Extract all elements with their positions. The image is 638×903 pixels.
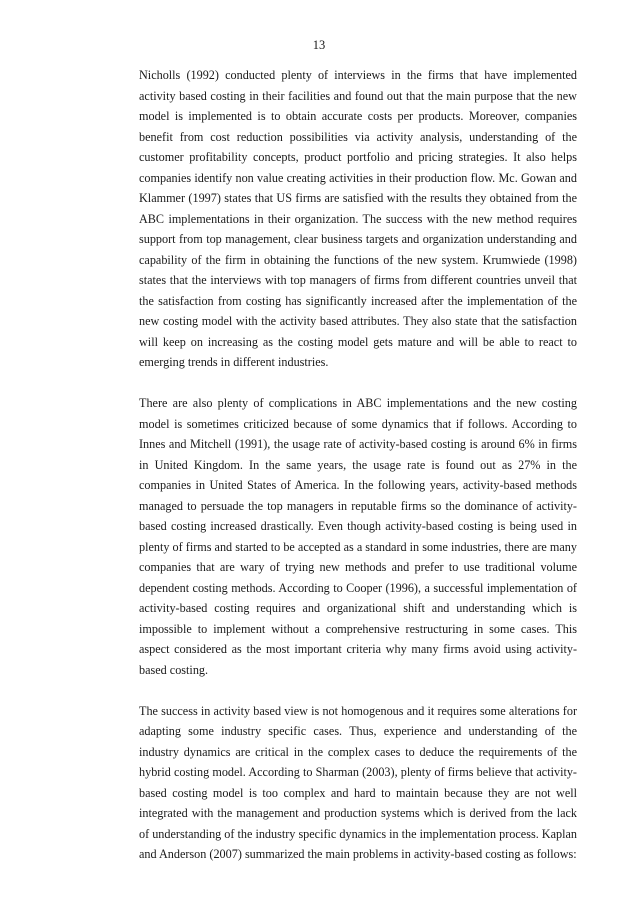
page-number: 13 <box>312 38 326 52</box>
paragraph-3: The success in activity based view is not homogenous and it requires some alterations for adapting some industry specific cases. Thus, experience and understanding of the industry dynamics are critical in the complex cases to deduce the requirements of the hybrid costing model. According to Sharman (2003), plenty of firms believe that activity-based costing model is too complex and hard to maintain because they are not well integrated with the management and production systems which is derived from the lack of understanding of the industry specific dynamics in the implementation process. Kaplan and Anderson (2007) summarized the main problems in activity-based costing as follows: <box>139 703 577 861</box>
body-text <box>139 65 577 885</box>
paragraph-2: There are also plenty of complications in ABC implementations and the new costing model is sometimes criticized because of some dynamics that if follows. According to Innes and Mitchell (1991), the usage rate of activity-based costing is around 6% in firms in United Kingdom. In the same years, the usage rate is found out as 27% in the companies in United States of America. In the following years, activity-based methods managed to persuade the top managers in reputable firms so the dominance of activity-based costing increased drastically. Even though activity-based costing is being used in plenty of firms and started to be accepted as a standard in some industries, there are many companies that are wary of trying new methods and prefer to use traditional volume dependent costing methods. According to Cooper (1996), a successful implementation of activity-based costing requires and organizational shift and understanding which is impossible to implement without a comprehensive restructuring in some cases. This aspect considered as the most important criteria why many firms avoid using activity-based costing. <box>139 396 577 677</box>
paragraph-1: Nicholls (1992) conducted plenty of interviews in the firms that have implemented activity based costing in their facilities and found out that the main purpose that the new model is implemented is to obtain accurate costs per products. Moreover, companies benefit from cost reduction possibilities via activity analysis, understanding of the customer profitability concepts, product portfolio and pricing strategies. It also helps companies identify non value creating activities in their production flow. Mc. Gowan and Klammer (1997) states that US firms are satisfied with the results they obtained from the ABC implementations in their organization. The success with the new method requires support from top management, clear business targets and organization understanding and capability of the firm in obtaining the functions of the new system. Krumwiede (1998) states that the interviews with top managers of firms from different countries unveil that the satisfaction from costing has significantly increased after the implementation of the new costing model with the activity based attributes. They also state that the satisfaction will keep on increasing as the costing model gets mature and will be able to react to emerging trends in different industries. <box>139 68 577 369</box>
